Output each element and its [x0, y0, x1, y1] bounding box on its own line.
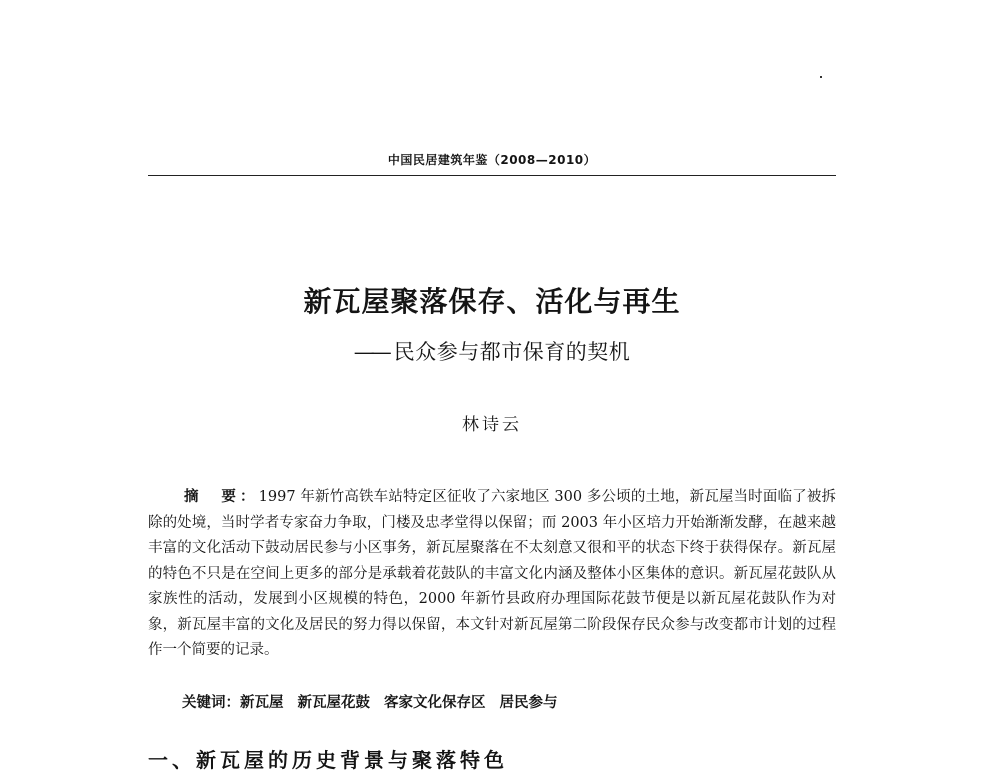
keyword-item: 新瓦屋 [240, 694, 284, 711]
abstract-paragraph [148, 484, 836, 664]
keyword-item: 客家文化保存区 [384, 694, 486, 711]
keywords-label: 关键词： [182, 694, 240, 711]
subtitle-dash: —— [353, 340, 388, 364]
author-name: 林诗云 [462, 415, 522, 435]
header-rule [148, 175, 836, 176]
keyword-item: 新瓦屋花鼓 [297, 694, 370, 711]
keyword-item: 居民参与 [499, 694, 558, 711]
subtitle-text: 民众参与都市保育的契机 [393, 340, 631, 364]
running-head: 中国民居建筑年鉴（2008—2010） [387, 153, 597, 167]
paper-subtitle [148, 336, 836, 366]
section-heading: 一、新瓦屋的历史背景与聚落特色 [148, 748, 508, 772]
abstract-text: 1997 年新竹高铁车站特定区征收了六家地区 300 多公顷的土地，新瓦屋当时面临了被拆除的处境，当时学者专家奋力争取，门楼及忠孝堂得以保留；而 2003 年小区培力开始渐渐发酵，在越来越丰富的文化活动下鼓动居民参与小区事务，新瓦屋聚落在不太刻意又很和平的状态下终于获得保存。新瓦屋的特色不只是在空间上更多的部分是承载着花鼓队的丰富文化内涵及整体小区集体的意识。新瓦屋花鼓队从家族性的活动，发展到小区规模的特色，2000 年新竹县政府办理国际花鼓节便是以新瓦屋花鼓队作为对象，新瓦屋丰富的文化及居民的努力得以保留，本文针对新瓦屋第二阶段保存民众参与改变都市计划的过程作一个简要的记录。 [148, 489, 837, 658]
speck-mark [820, 76, 822, 78]
paper-title: 新瓦屋聚落保存、活化与再生 [303, 285, 681, 318]
abstract-label: 摘 要： [184, 488, 259, 505]
keywords-line [182, 690, 572, 715]
